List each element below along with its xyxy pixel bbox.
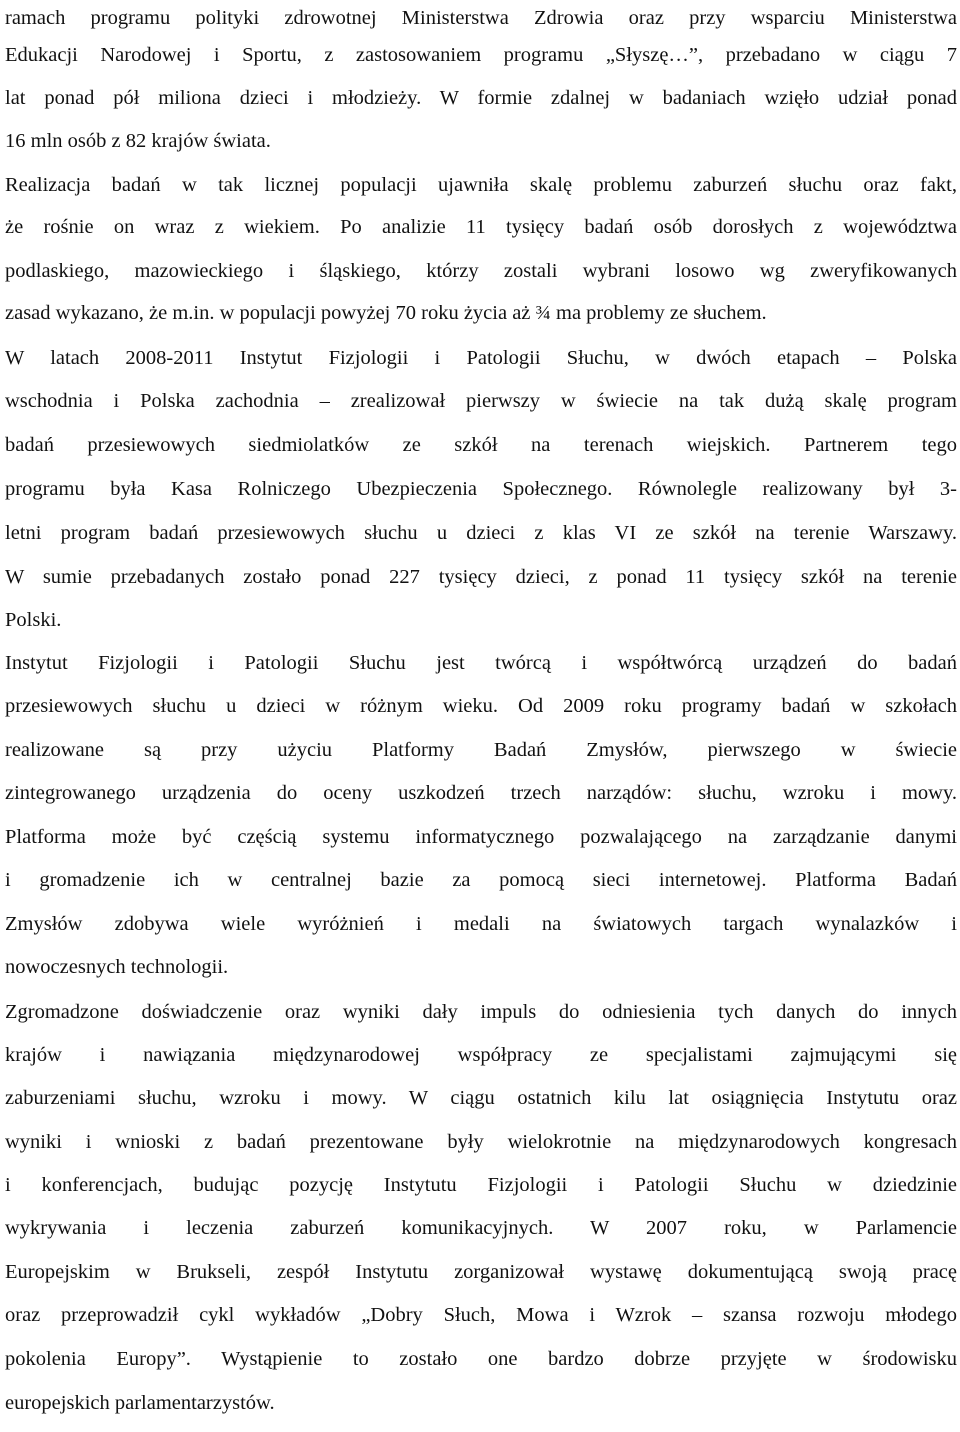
text-line: Zgromadzone doświadczenie oraz wyniki dały impuls do odniesienia tych danych do innych: [5, 1001, 957, 1023]
text-line: realizowane są przy użyciu Platformy Badań Zmysłów, pierwszego w świecie: [5, 739, 957, 761]
text-line: oraz przeprowadził cykl wykładów „Dobry Słuch, Mowa i Wzrok – szansa rozwoju młodego: [5, 1304, 957, 1326]
text-line: W sumie przebadanych zostało ponad 227 tysięcy dzieci, z ponad 11 tysięcy szkół na terenie: [5, 566, 957, 588]
text-line: Edukacji Narodowej i Sportu, z zastosowaniem programu „Słyszę…”, przebadano w ciągu 7: [5, 44, 957, 66]
text-line: krajów i nawiązania międzynarodowej współpracy ze specjalistami zajmującymi się: [5, 1044, 957, 1066]
text-line: nowoczesnych technologii.: [5, 956, 229, 978]
text-line: Instytut Fizjologii i Patologii Słuchu jest twórcą i współtwórcą urządzeń do badań: [5, 652, 957, 674]
text-line: badań przesiewowych siedmiolatków ze szkół na terenach wiejskich. Partnerem tego: [5, 434, 957, 456]
text-line: 16 mln osób z 82 krajów świata.: [5, 130, 271, 152]
text-line: Realizacja badań w tak licznej populacji ujawniła skalę problemu zaburzeń słuchu oraz fakt,: [5, 174, 957, 196]
text-line: podlaskiego, mazowieckiego i śląskiego, którzy zostali wybrani losowo wg zweryfikowanych: [5, 260, 957, 282]
text-line: i gromadzenie ich w centralnej bazie za pomocą sieci internetowej. Platforma Badań: [5, 869, 957, 891]
text-line: zasad wykazano, że m.in. w populacji powyżej 70 roku życia aż ¾ ma problemy ze słuchem.: [5, 302, 767, 324]
text-line: Polski.: [5, 609, 62, 631]
text-line: zintegrowanego urządzenia do oceny uszkodzeń trzech narządów: słuchu, wzroku i mowy.: [5, 782, 957, 804]
text-line: Europejskim w Brukseli, zespół Instytutu zorganizował wystawę dokumentującą swoją pracę: [5, 1261, 957, 1283]
text-line: europejskich parlamentarzystów.: [5, 1392, 275, 1414]
text-line: zaburzeniami słuchu, wzroku i mowy. W ciągu ostatnich kilu lat osiągnięcia Instytutu oraz: [5, 1087, 957, 1109]
text-line: i konferencjach, budując pozycję Instytutu Fizjologii i Patologii Słuchu w dziedzinie: [5, 1174, 957, 1196]
text-line: Zmysłów zdobywa wiele wyróżnień i medali na światowych targach wynalazków i: [5, 913, 957, 935]
text-line: pokolenia Europy”. Wystąpienie to zostało one bardzo dobrze przyjęte w środowisku: [5, 1348, 957, 1370]
text-line: lat ponad pół miliona dzieci i młodzieży. W formie zdalnej w badaniach wzięło udział ponad: [5, 87, 957, 109]
text-line: letni program badań przesiewowych słuchu u dzieci z klas VI ze szkół na terenie Warszawy.: [5, 522, 957, 544]
text-line: wykrywania i leczenia zaburzeń komunikacyjnych. W 2007 roku, w Parlamencie: [5, 1217, 957, 1239]
text-line: programu była Kasa Rolniczego Ubezpieczenia Społecznego. Równolegle realizowany był 3-: [5, 478, 957, 500]
text-line: wyniki i wnioski z badań prezentowane były wielokrotnie na międzynarodowych kongresach: [5, 1131, 957, 1153]
text-line: W latach 2008-2011 Instytut Fizjologii i Patologii Słuchu, w dwóch etapach – Polska: [5, 347, 957, 369]
text-line: przesiewowych słuchu u dzieci w różnym wieku. Od 2009 roku programy badań w szkołach: [5, 695, 957, 717]
text-line: że rośnie on wraz z wiekiem. Po analizie 11 tysięcy badań osób dorosłych z województwa: [5, 216, 957, 238]
text-line: ramach programu polityki zdrowotnej Ministerstwa Zdrowia oraz przy wsparciu Ministerstwa: [5, 7, 957, 29]
text-line: wschodnia i Polska zachodnia – zrealizował pierwszy w świecie na tak dużą skalę program: [5, 390, 957, 412]
text-line: Platforma może być częścią systemu informatycznego pozwalającego na zarządzanie danymi: [5, 826, 957, 848]
